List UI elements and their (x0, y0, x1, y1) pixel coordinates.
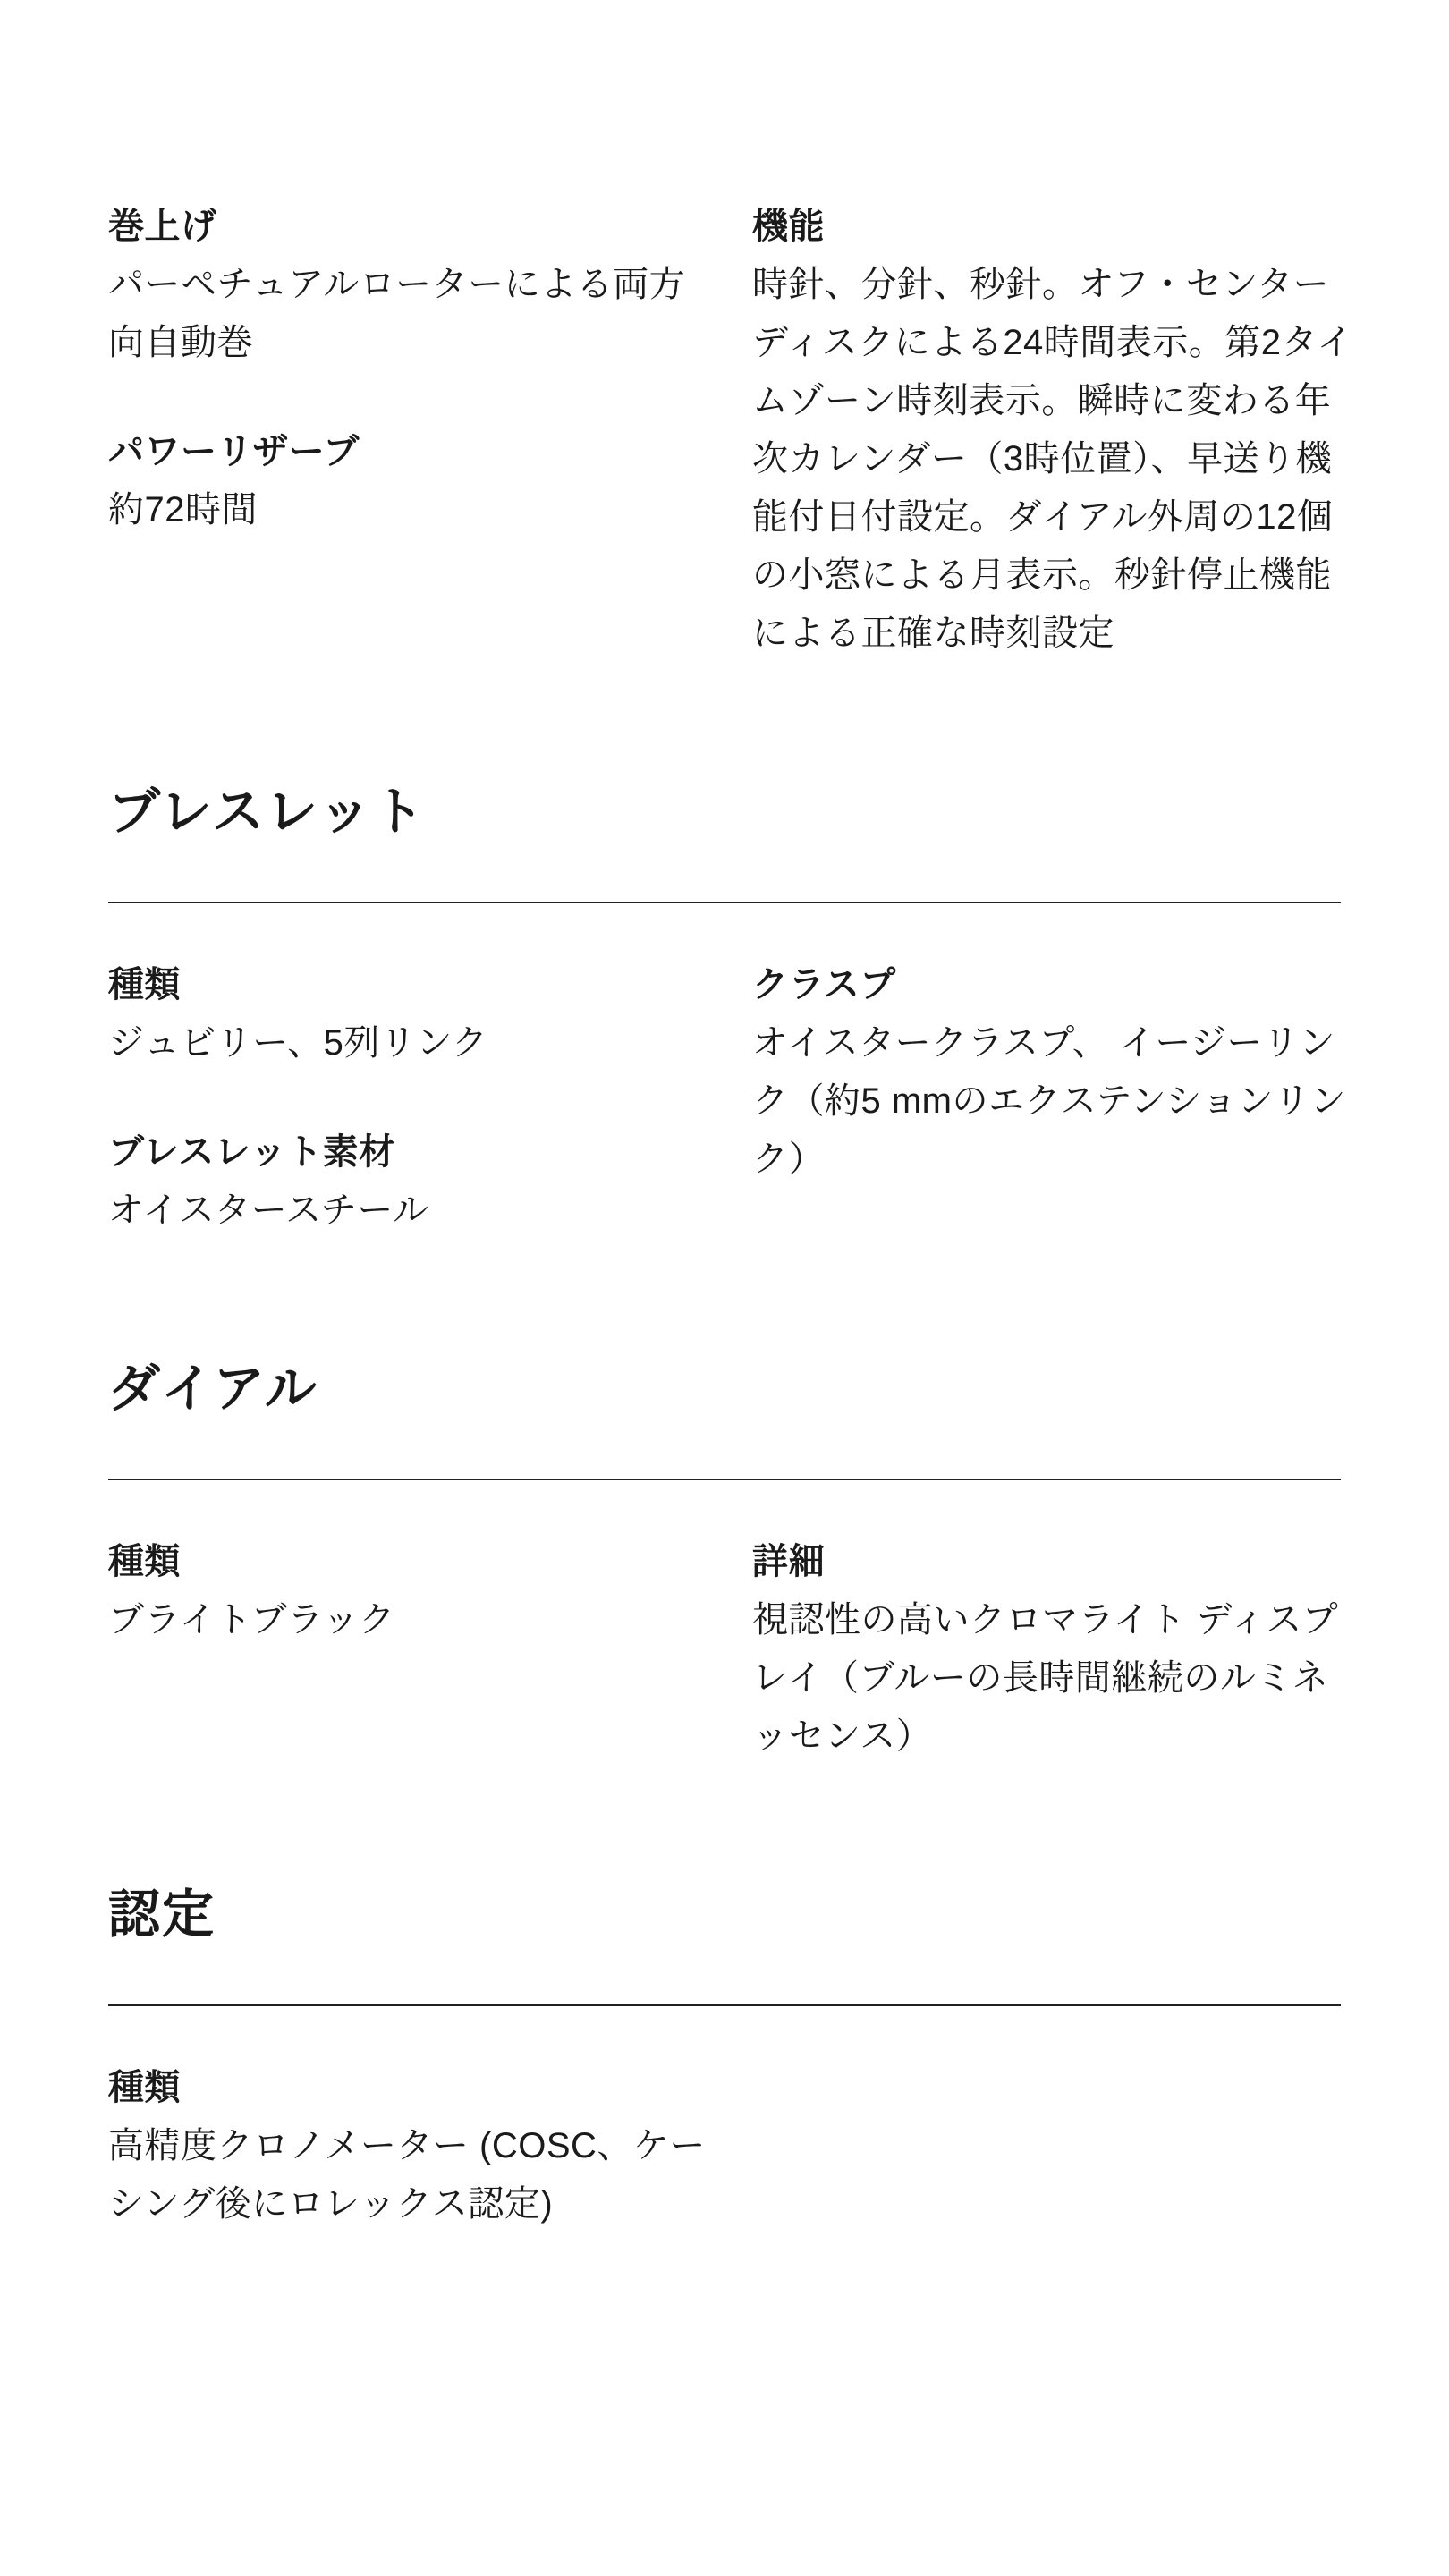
spec-label: ブレスレット素材 (108, 1132, 395, 1172)
spec-row-certification-type (108, 2059, 706, 2233)
column-left (108, 956, 697, 1240)
spec-label: パワーリザーブ (108, 432, 360, 471)
spec-value-line: オイスタースチール (108, 1191, 429, 1230)
spec-row-clasp (752, 956, 1346, 1189)
spec-row-bracelet-material (108, 1123, 697, 1240)
spec-value-line: による正確な時刻設定 (752, 614, 1114, 653)
spec-grid (108, 956, 1346, 1240)
spec-grid (108, 2059, 1341, 2233)
spec-value-line: シング後にロレックス認定) (108, 2184, 554, 2224)
column-right (752, 1533, 1341, 1766)
column-left (108, 1533, 697, 1766)
spec-value-line: オイスタークラスプ、 イージーリン (752, 1023, 1336, 1063)
spec-grid (108, 1533, 1341, 1766)
spec-value-line: 次カレンダー（3時位置）、早送り機 (752, 439, 1333, 479)
spec-section-bracelet (108, 781, 1346, 1240)
spec-label: 種類 (108, 1542, 181, 1581)
spec-value-line: 時針、分針、秒針。オフ・センター (752, 265, 1330, 304)
spec-value-line: パーペチュアルローターによる両方 (108, 265, 686, 304)
spec-row-bracelet-type (108, 956, 697, 1072)
spec-value-line: 向自動巻 (108, 323, 253, 362)
section-divider (108, 902, 1341, 903)
section-divider (108, 1479, 1341, 1480)
spec-value-line: ッセンス） (752, 1716, 933, 1756)
spec-value-line: ブライトブラック (108, 1600, 395, 1640)
section-divider (108, 2004, 1341, 2006)
spec-section-dial (108, 1358, 1341, 1766)
column-right (752, 198, 1353, 663)
spec-label: 巻上げ (108, 207, 217, 246)
spec-row-dial-type (108, 1533, 697, 1649)
spec-grid (108, 198, 1353, 663)
spec-row-power-reserve (108, 423, 697, 539)
spec-value-line: ジュビリー、5列リンク (108, 1023, 488, 1063)
spec-row-dial-details (752, 1533, 1341, 1766)
spec-value-line: ムゾーン時刻表示。瞬時に変わる年 (752, 381, 1332, 420)
section-title: ダイアル (108, 1360, 318, 1418)
spec-value-line: 約72時間 (108, 490, 258, 530)
spec-value-line: 視認性の高いクロマライト ディスプ (752, 1600, 1339, 1640)
section-title: 認定 (108, 1885, 216, 1944)
spec-label: クラスプ (752, 965, 896, 1004)
spec-row-winding (108, 198, 697, 372)
spec-section-movement (108, 198, 1353, 663)
column-right (752, 956, 1346, 1240)
spec-row-functions (752, 198, 1353, 663)
spec-value-line: 高精度クロノメーター (COSC、ケー (108, 2126, 706, 2165)
column-left (108, 198, 697, 663)
spec-value-line: ディスクによる24時間表示。第2タイ (752, 323, 1353, 362)
spec-value-line: の小窓による月表示。秒針停止機能 (752, 555, 1332, 595)
spec-label: 詳細 (752, 1542, 825, 1581)
spec-label: 種類 (108, 965, 181, 1004)
spec-section-certification (108, 1884, 1341, 2233)
spec-value-line: レイ（ブルーの長時間継続のルミネ (752, 1658, 1329, 1698)
spec-value-line: ク） (752, 1140, 825, 1179)
spec-label: 種類 (108, 2068, 181, 2107)
section-title: ブレスレット (108, 783, 427, 841)
spec-value-line: ク（約5 mmのエクステンションリン (752, 1081, 1346, 1121)
column-left (108, 2059, 706, 2233)
spec-value-line: 能付日付設定。ダイアル外周の12個 (752, 497, 1334, 537)
column-right (752, 2059, 1341, 2233)
spec-label: 機能 (752, 207, 825, 246)
